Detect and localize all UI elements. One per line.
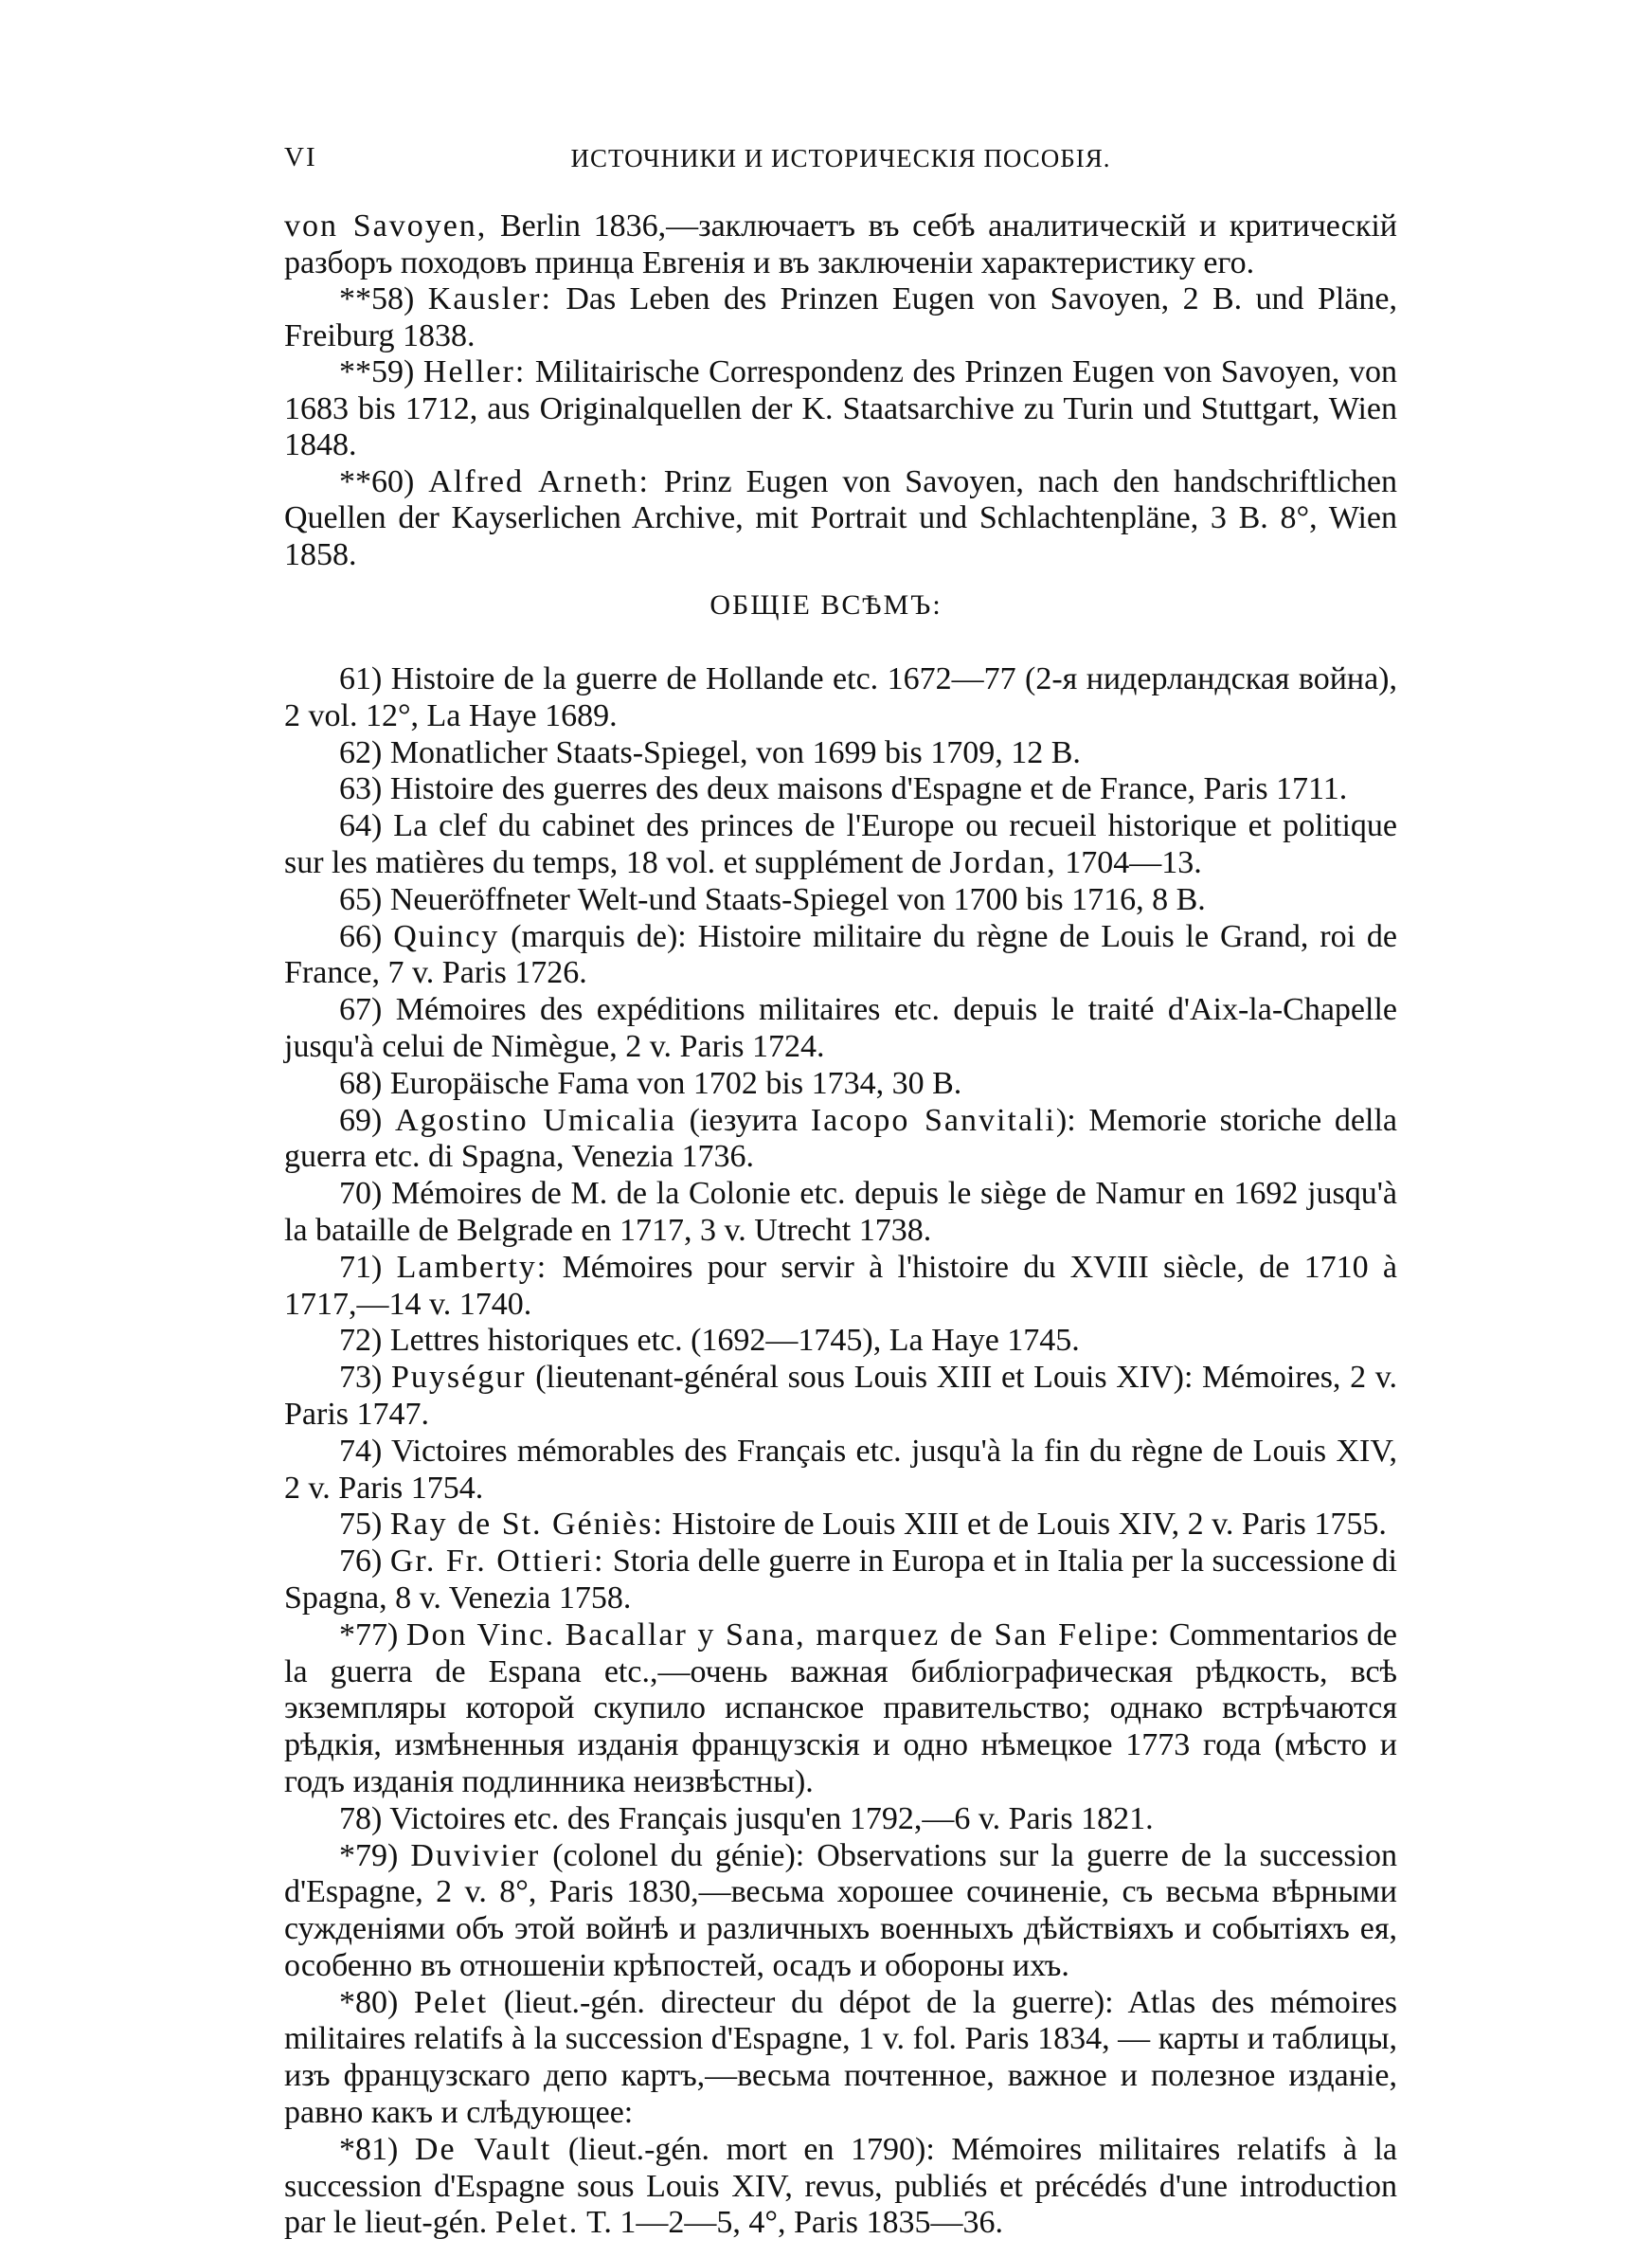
entry-62: 62) Monatlicher Staats-Spiegel, von 1699 bis 1709, 12 B.	[339, 734, 1081, 770]
entry-67: 67) Mémoires des expéditions militaires etc. depuis le traité d'Aix-la-Chapelle jusqu'à celui de Nimègue, 2 v. Paris 1724.	[284, 992, 1397, 1064]
entry-81: *81) De Vault (lieut.-gén. mort en 1790): Mémoires militaires relatifs à la succession d'Espagne sous Louis XIV, revus, publiés et précédés d'une introduction par le lieut-gén. Pelet. T. 1—2—5, 4°, Paris 1835—36.	[284, 2131, 1397, 2241]
entry-63: 63) Histoire des guerres des deux maisons d'Espagne et de France, Paris 1711.	[339, 771, 1348, 807]
entry-61: 61) Histoire de la guerre de Hollande etc. 1672—77 (2-я нидерландская война), 2 vol. 12°, La Haye 1689.	[284, 661, 1397, 733]
entry-78: 78) Victoires etc. des Français jusqu'en 1792,—6 v. Paris 1821.	[339, 1800, 1154, 1836]
entry-80: *80) Pelet (lieut.-gén. directeur du dépot de la guerre): Atlas des mémoires militaires relatifs à la succession d'Espagne, 1 v. fol. Paris 1834, — карты и таблицы, изъ французскаго депо картъ,—весьма почтенное, важное и полезное изданіе, равно какъ и слѣдующее:	[284, 1984, 1397, 2131]
entry-77: *77) Don Vinc. Bacallar y Sana, marquez de San Felipe: Commentarios de la guerra de Espana etc.,—очень важная библіографическая рѣдкость, всѣ экземпляры которой скупило испанское правительство; однако встрѣчаются рѣдкія, измѣненныя изданія французскія и одно нѣмецкое 1773 года (мѣсто и годъ изданія подлинника неизвѣстны).	[284, 1616, 1397, 1799]
section-heading: ОБЩІЕ ВСѢМЪ:	[709, 589, 943, 621]
bibliography-list	[284, 661, 1397, 2242]
entry-76: 76) Gr. Fr. Ottieri: Storia delle guerre in Europa et in Italia per la successione di Spagna, 8 v. Venezia 1758.	[284, 1544, 1397, 1616]
page-number: VI	[284, 142, 317, 172]
entry-59: **59) Heller: Militairische Correspondenz des Prinzen Eugen von Savoyen, von 1683 bis 1712, aus Originalquellen der K. Staatsarchive zu Turin und Stuttgart, Wien 1848.	[284, 354, 1397, 462]
entry-66: 66) Quincy (marquis de): Histoire militaire du règne de Louis le Grand, roi de France, 7 v. Paris 1726.	[284, 918, 1398, 991]
entry-69: 69) Agostino Umicalia (іезуита Iacopo Sanvitali): Memorie storiche della guerra etc. di Spagna, Venezia 1736.	[284, 1102, 1397, 1175]
entry-64: 64) La clef du cabinet des princes de l'Europe ou recueil historique et politique sur les matières du temps, 18 vol. et supplément de Jordan, 1704—13.	[284, 808, 1397, 880]
page-header	[284, 142, 1397, 184]
top-entries	[284, 208, 1397, 573]
entry-65: 65) Neueröffneter Welt-und Staats-Spiegel von 1700 bis 1716, 8 B.	[339, 881, 1206, 917]
entry-57-continuation: von Savoyen, Berlin 1836,—заключаетъ въ себѣ аналитическій и критическій разборъ походовъ принца Евгенія и въ заключеніи характеристику его.	[284, 208, 1397, 280]
entry-68: 68) Europäische Fama von 1702 bis 1734, 30 B.	[339, 1065, 962, 1101]
running-title: ИСТОЧНИКИ И ИСТОРИЧЕСКІЯ ПОСОБІЯ.	[570, 144, 1111, 172]
entry-79: *79) Duvivier (colonel du génie): Observations sur la guerre de la succession d'Espagne, 2 v. 8°, Paris 1830,—весьма хорошее сочиненіе, съ весьма вѣрными сужденіями объ этой войнѣ и различныхъ военныхъ дѣйствіяхъ и событіяхъ ея, особенно въ отношеніи крѣпостей, осадъ и обороны ихъ.	[284, 1837, 1397, 1983]
entry-58: **58) Kausler: Das Leben des Prinzen Eugen von Savoyen, 2 B. und Pläne, Freiburg 1838.	[284, 281, 1397, 353]
entry-70: 70) Mémoires de M. de la Colonie etc. depuis le siège de Namur en 1692 jusqu'à la bataille de Belgrade en 1717, 3 v. Utrecht 1738.	[284, 1176, 1397, 1248]
entry-72: 72) Lettres historiques etc. (1692—1745), La Haye 1745.	[339, 1323, 1080, 1359]
entry-75: 75) Ray de St. Géniès: Histoire de Louis XIII et de Louis XIV, 2 v. Paris 1755.	[339, 1507, 1387, 1543]
entry-73: 73) Puységur (lieutenant-général sous Louis XIII et Louis XIV): Mémoires, 2 v. Paris 1747.	[284, 1360, 1398, 1432]
entry-71: 71) Lamberty: Mémoires pour servir à l'histoire du XVIII siècle, de 1710 à 1717,—14 v. 1740.	[284, 1249, 1397, 1322]
entry-60: **60) Alfred Arneth: Prinz Eugen von Savoyen, nach den handschriftlichen Quellen der Kayserlichen Archive, mit Portrait und Schlachtenpläne, 3 B. 8°, Wien 1858.	[284, 463, 1397, 572]
entry-74: 74) Victoires mémorables des Français etc. jusqu'à la fin du règne de Louis XIV, 2 v. Paris 1754.	[284, 1433, 1397, 1506]
